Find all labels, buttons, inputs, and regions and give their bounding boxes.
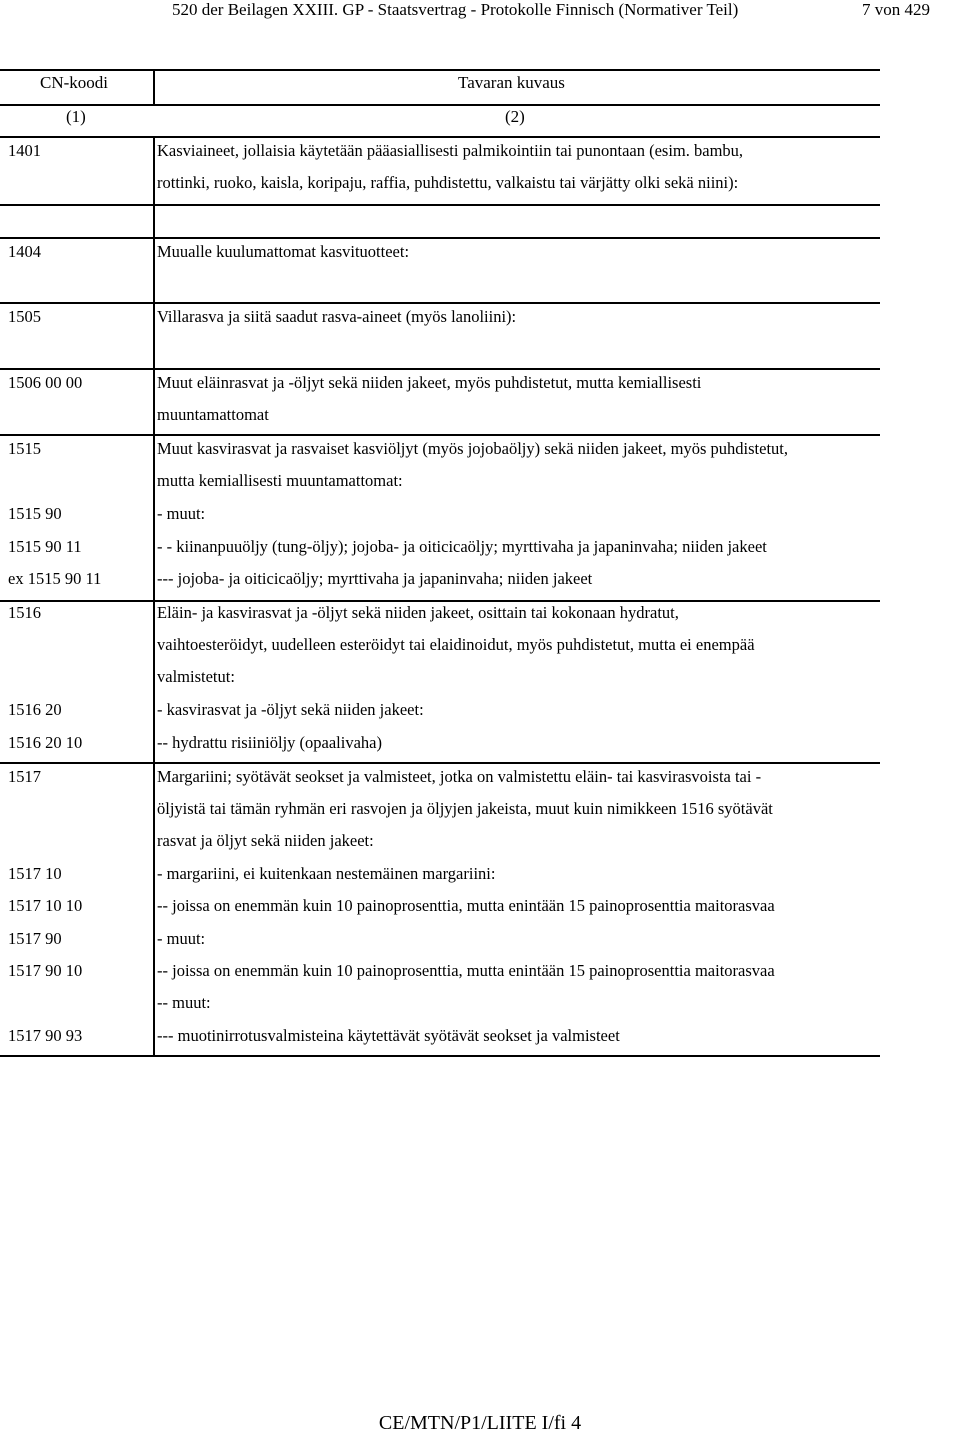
cn-code: 1515 (8, 439, 41, 458)
description-line: - margariini, ei kuitenkaan nestemäinen margariini: (157, 864, 496, 883)
column-title-rule (0, 104, 880, 106)
table-top-rule (0, 69, 880, 71)
cn-code: ex 1515 90 11 (8, 569, 102, 588)
column-number-rule (0, 136, 880, 138)
description-line: Muut eläinrasvat ja -öljyt sekä niiden jakeet, myös puhdistetut, mutta kemiallisesti (157, 373, 702, 392)
description-line: --- muotinirrotusvalmisteina käytettävät syötävät seokset ja valmisteet (157, 1026, 620, 1045)
column-number-2: (2) (505, 107, 525, 126)
cn-code: 1517 90 93 (8, 1026, 83, 1045)
page-header (0, 0, 960, 30)
cn-code: 1506 00 00 (8, 373, 83, 392)
cn-code: 1517 90 (8, 929, 62, 948)
description-line: Villarasva ja siitä saadut rasva-aineet (myös lanoliini): (157, 307, 517, 326)
description-line: - muut: (157, 929, 206, 948)
cn-code: 1517 (8, 767, 41, 786)
description-line: -- joissa on enemmän kuin 10 painoprosenttia, mutta enintään 15 painoprosenttia maitorasvaa (157, 896, 775, 915)
description-line: Muut kasvirasvat ja rasvaiset kasviöljyt (myös jojobaöljy) sekä niiden jakeet, myös puhdistetut, (157, 439, 789, 458)
description-line: -- muut: (157, 993, 211, 1012)
description-line: vaihtoesteröidyt, uudelleen esteröidyt tai elaidinoidut, myös puhdistetut, mutta ei enempää (157, 635, 755, 654)
description-line: Muualle kuulumattomat kasvituotteet: (157, 242, 410, 261)
column-title-cn-code: CN-koodi (40, 73, 108, 92)
column-divider (153, 70, 155, 106)
description-line: - muut: (157, 504, 206, 523)
description-line: mutta kemiallisesti muuntamattomat: (157, 471, 403, 490)
row-separator (0, 434, 880, 436)
description-line: Kasviaineet, jollaisia käytetään pääasiallisesti palmikointiin tai punontaan (esim. bambu, (157, 141, 744, 160)
row-separator (0, 368, 880, 370)
description-line: - - kiinanpuuöljy (tung-öljy); jojoba- ja oiticicaöljy; myrttivaha ja japaninvaha; niiden jakeet (157, 537, 767, 556)
cn-code: 1401 (8, 141, 41, 160)
cn-code: 1516 20 10 (8, 733, 83, 752)
description-line: muuntamattomat (157, 405, 269, 424)
description-line: Margariini; syötävät seokset ja valmisteet, jotka on valmistettu eläin- tai kasvirasvoista tai - (157, 767, 762, 786)
cn-code: 1517 10 (8, 864, 62, 883)
column-number-1: (1) (66, 107, 86, 126)
page-number: 7 von 429 (862, 0, 930, 19)
description-line: valmistetut: (157, 667, 235, 686)
row-separator (0, 237, 880, 239)
document-title: 520 der Beilagen XXIII. GP - Staatsvertrag - Protokolle Finnisch (Normativer Teil) (172, 0, 739, 19)
cn-code: 1404 (8, 242, 41, 261)
description-line: Eläin- ja kasvirasvat ja -öljyt sekä niiden jakeet, osittain tai kokonaan hydratut, (157, 603, 679, 622)
description-line: - kasvirasvat ja -öljyt sekä niiden jakeet: (157, 700, 424, 719)
row-separator (0, 762, 880, 764)
description-line: -- joissa on enemmän kuin 10 painoprosenttia, mutta enintään 15 painoprosenttia maitorasvaa (157, 961, 775, 980)
cn-code: 1515 90 11 (8, 537, 82, 556)
table-bottom-rule (0, 1055, 880, 1057)
column-title-description: Tavaran kuvaus (458, 73, 565, 92)
description-line: -- hydrattu risiiniöljy (opaalivaha) (157, 733, 382, 752)
description-line: öljyistä tai tämän ryhmän eri rasvojen ja öljyjen jakeista, muut kuin nimikkeen 1516 syötävät (157, 799, 773, 818)
row-separator (0, 302, 880, 304)
cn-code: 1517 10 10 (8, 896, 83, 915)
row-separator (0, 600, 880, 602)
cn-code: 1516 (8, 603, 41, 622)
cn-code: 1515 90 (8, 504, 62, 523)
cn-code: 1517 90 10 (8, 961, 83, 980)
page-footer: CE/MTN/P1/LIITE I/fi 4 (378, 1412, 582, 1434)
column-divider (153, 137, 155, 1055)
row-separator (0, 204, 880, 206)
description-line: --- jojoba- ja oiticicaöljy; myrttivaha ja japaninvaha; niiden jakeet (157, 569, 593, 588)
cn-code: 1516 20 (8, 700, 62, 719)
description-line: rottinki, ruoko, kaisla, koripaju, raffia, puhdistettu, valkaistu tai värjätty olki sekä niini): (157, 173, 739, 192)
description-line: rasvat ja öljyt sekä niiden jakeet: (157, 831, 374, 850)
cn-code: 1505 (8, 307, 41, 326)
